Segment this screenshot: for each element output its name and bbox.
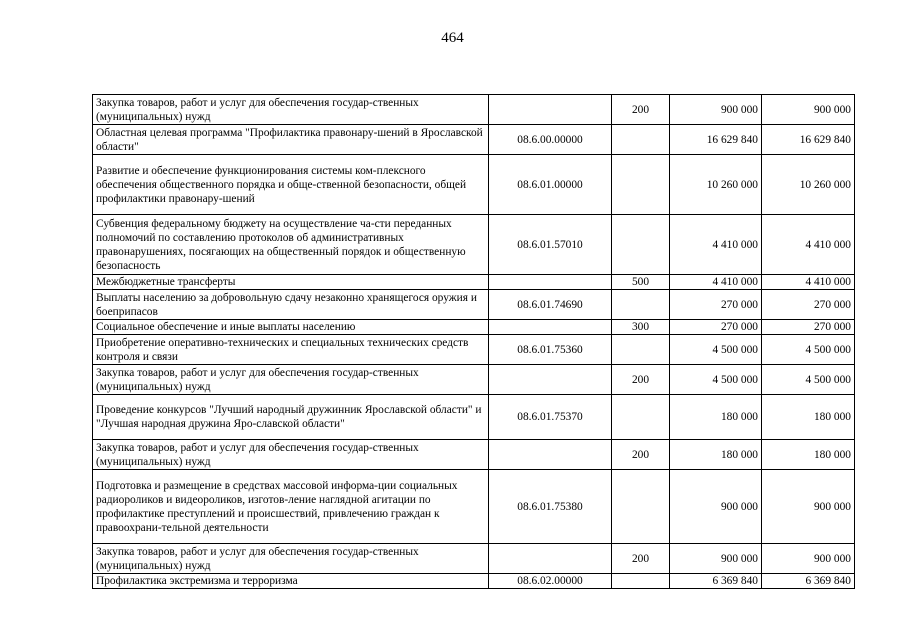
- row-sum-cell: 900 000: [762, 95, 855, 125]
- row-sum-cell: 180 000: [670, 395, 762, 440]
- page-number: 464: [441, 30, 464, 46]
- row-type-cell: 200: [612, 95, 670, 125]
- row-name-cell: Закупка товаров, работ и услуг для обеспечения государ-ственных (муниципальных) нужд: [93, 544, 489, 574]
- row-sum-cell: 4 500 000: [762, 335, 855, 365]
- row-type-cell: [612, 574, 670, 589]
- row-sum-cell: 270 000: [670, 320, 762, 335]
- row-sum-cell: 16 629 840: [670, 125, 762, 155]
- row-sum-cell: 270 000: [670, 290, 762, 320]
- table-row: [93, 335, 855, 365]
- row-sum-cell: 4 410 000: [670, 275, 762, 290]
- row-sum-cell: 4 500 000: [670, 365, 762, 395]
- row-sum-cell: 900 000: [670, 544, 762, 574]
- table-row: [93, 155, 855, 215]
- row-name-cell: Приобретение оперативно-технических и специальных технических средств контроля и связи: [93, 335, 489, 365]
- row-type-cell: [612, 395, 670, 440]
- row-sum-cell: 4 410 000: [762, 215, 855, 275]
- table-row: [93, 395, 855, 440]
- row-code-cell: [489, 440, 612, 470]
- row-name-cell: Профилактика экстремизма и терроризма: [93, 574, 489, 589]
- row-type-cell: 200: [612, 365, 670, 395]
- row-name-cell: Проведение конкурсов "Лучший народный дружинник Ярославской области" и "Лучшая народная дружина Яро-славской области": [93, 395, 489, 440]
- row-name-cell: Подготовка и размещение в средствах массовой информа-ции социальных радиороликов и видеороликов, изготов-ление наглядной агитации по профилактике преступлений и происшествий, привлечению граждан к правоохрани-тельной деятельности: [93, 470, 489, 544]
- row-code-cell: 08.6.01.75380: [489, 470, 612, 544]
- row-type-cell: [612, 290, 670, 320]
- row-code-cell: 08.6.01.74690: [489, 290, 612, 320]
- row-sum-cell: 900 000: [670, 470, 762, 544]
- row-name-cell: Межбюджетные трансферты: [93, 275, 489, 290]
- row-type-cell: [612, 470, 670, 544]
- row-sum-cell: 900 000: [670, 95, 762, 125]
- table-row: [93, 95, 855, 125]
- row-name-cell: Субвенция федеральному бюджету на осуществление ча-сти переданных полномочий по составлению протоколов об административных правонарушениях, посягающих на общественный порядок и общественную безопасность: [93, 215, 489, 275]
- row-sum-cell: 900 000: [762, 470, 855, 544]
- row-code-cell: 08.6.02.00000: [489, 574, 612, 589]
- table-row: [93, 470, 855, 544]
- row-type-cell: 200: [612, 544, 670, 574]
- table-row: [93, 440, 855, 470]
- table-row: [93, 215, 855, 275]
- row-name-cell: Областная целевая программа "Профилактика правонару-шений в Ярославской области": [93, 125, 489, 155]
- row-type-cell: [612, 125, 670, 155]
- row-type-cell: 200: [612, 440, 670, 470]
- row-type-cell: [612, 335, 670, 365]
- row-code-cell: [489, 544, 612, 574]
- row-name-cell: Закупка товаров, работ и услуг для обеспечения государ-ственных (муниципальных) нужд: [93, 95, 489, 125]
- table-row: [93, 365, 855, 395]
- row-code-cell: 08.6.01.57010: [489, 215, 612, 275]
- row-sum-cell: 180 000: [762, 395, 855, 440]
- table-row: [93, 320, 855, 335]
- row-sum-cell: 900 000: [762, 544, 855, 574]
- row-name-cell: Выплаты населению за добровольную сдачу незаконно хранящегося оружия и боеприпасов: [93, 290, 489, 320]
- row-name-cell: Развитие и обеспечение функционирования системы ком-плексного обеспечения общественного порядка и обще-ственной безопасности, общей профилактики правонару-шений: [93, 155, 489, 215]
- row-type-cell: 300: [612, 320, 670, 335]
- row-sum-cell: 16 629 840: [762, 125, 855, 155]
- row-code-cell: 08.6.01.75360: [489, 335, 612, 365]
- table-row: [93, 290, 855, 320]
- row-name-cell: Закупка товаров, работ и услуг для обеспечения государ-ственных (муниципальных) нужд: [93, 365, 489, 395]
- row-sum-cell: 4 500 000: [762, 365, 855, 395]
- row-name-cell: Социальное обеспечение и иные выплаты населению: [93, 320, 489, 335]
- row-type-cell: [612, 155, 670, 215]
- row-sum-cell: 6 369 840: [670, 574, 762, 589]
- budget-table: [92, 94, 855, 589]
- row-sum-cell: 4 410 000: [670, 215, 762, 275]
- row-sum-cell: 6 369 840: [762, 574, 855, 589]
- table-row: [93, 125, 855, 155]
- row-sum-cell: 180 000: [670, 440, 762, 470]
- row-sum-cell: 10 260 000: [670, 155, 762, 215]
- row-code-cell: 08.6.01.00000: [489, 155, 612, 215]
- row-type-cell: [612, 215, 670, 275]
- row-type-cell: 500: [612, 275, 670, 290]
- row-name-cell: Закупка товаров, работ и услуг для обеспечения государ-ственных (муниципальных) нужд: [93, 440, 489, 470]
- table-row: [93, 275, 855, 290]
- table-row: [93, 544, 855, 574]
- table-row: [93, 574, 855, 589]
- row-code-cell: 08.6.01.75370: [489, 395, 612, 440]
- row-sum-cell: 270 000: [762, 290, 855, 320]
- row-code-cell: [489, 95, 612, 125]
- row-code-cell: 08.6.00.00000: [489, 125, 612, 155]
- row-sum-cell: 10 260 000: [762, 155, 855, 215]
- row-sum-cell: 4 500 000: [670, 335, 762, 365]
- row-code-cell: [489, 365, 612, 395]
- row-sum-cell: 180 000: [762, 440, 855, 470]
- row-code-cell: [489, 320, 612, 335]
- row-sum-cell: 4 410 000: [762, 275, 855, 290]
- row-code-cell: [489, 275, 612, 290]
- row-sum-cell: 270 000: [762, 320, 855, 335]
